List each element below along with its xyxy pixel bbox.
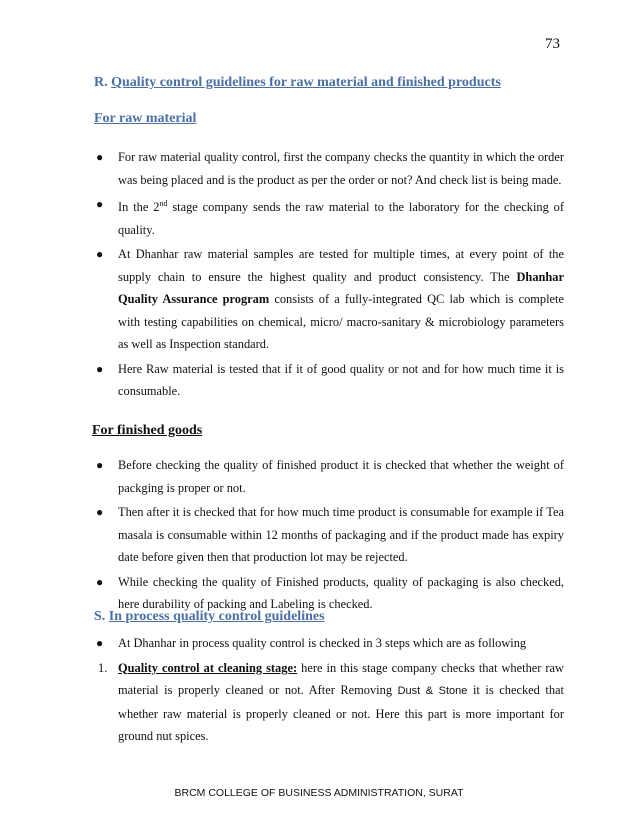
bullet-icon: ● <box>96 636 104 650</box>
raw-material-heading: For raw material <box>94 111 197 126</box>
ordinal-suffix: nd <box>159 199 168 208</box>
section-r-heading <box>94 75 501 91</box>
section-s-title: In process quality control guidelines <box>108 609 325 624</box>
step-number: 1. <box>98 660 108 675</box>
list-item-text: For raw material quality control, first the company checks the quantity in which the order was being placed and is the product as per the order or not? And check list is being made. <box>118 150 564 187</box>
bullet-icon: ● <box>96 458 104 472</box>
list-item <box>94 193 564 241</box>
list-item <box>94 146 564 191</box>
program-name: Dhanhar Quality Assurance program <box>118 269 564 307</box>
list-item-text-post: consists of a fully-integrated QC lab which is complete with testing capabilities on chemical, micro/ macro-sanitary & microbiology parameters as well as Inspection standard. <box>118 292 564 352</box>
bullet-icon: ● <box>96 197 104 211</box>
numbered-item <box>94 657 564 748</box>
list-item <box>94 243 564 356</box>
finished-goods-list <box>94 454 564 618</box>
list-item <box>94 632 564 655</box>
bullet-icon: ● <box>96 361 104 376</box>
list-item-text: Here Raw material is tested that if it of good quality or not and for how much time it is consumable. <box>118 361 564 399</box>
list-item <box>94 454 564 499</box>
finished-goods-heading: For finished goods <box>92 423 203 438</box>
page-footer: BRCM COLLEGE OF BUSINESS ADMINISTRATION, SURAT <box>174 787 464 799</box>
list-item <box>94 501 564 569</box>
bullet-icon: ● <box>96 150 104 164</box>
step-label: Quality control at cleaning stage: <box>118 660 298 675</box>
section-r-letter: R. <box>94 75 108 90</box>
step-text-b: it is checked that whether raw material is properly cleaned or not. Here this part is more important for ground nut spices. <box>118 683 564 743</box>
list-item-text: While checking the quality of Finished products, quality of packaging is also checked, here durability of packing and Labeling is checked. <box>118 574 564 611</box>
bullet-icon: ● <box>96 247 104 262</box>
list-item <box>94 358 564 403</box>
list-item-text-pre: In the 2 <box>118 200 160 215</box>
list-item-text: At Dhanhar in process quality control is checked in 3 steps which are as following <box>118 636 527 650</box>
bullet-icon: ● <box>96 574 104 589</box>
raw-material-list <box>94 146 564 405</box>
list-item-text-pre: At Dhanhar raw material samples are tested for multiple times, at every point of the supply chain to ensure the highest quality and product consistency. The <box>118 247 564 284</box>
section-s-letter: S. <box>94 609 106 624</box>
list-item-text: Before checking the quality of finished product it is checked that whether the weight of packging is proper or not. <box>118 458 564 495</box>
in-process-list <box>94 632 564 750</box>
section-s-heading <box>94 609 325 625</box>
list-item-text: Then after it is checked that for how much time product is consumable for example if Tea masala is consumable within 12 months of packaging and if the product made has expiry date before given then that production lot may be rejected. <box>118 505 564 564</box>
page-number: 73 <box>545 36 560 52</box>
list-item-text-post: stage company sends the raw material to the laboratory for the checking of quality. <box>118 200 564 237</box>
bullet-icon: ● <box>96 505 104 519</box>
step-text-small: Dust & Stone <box>397 685 468 697</box>
section-r-title: Quality control guidelines for raw material and finished products <box>111 75 501 90</box>
step-text-a: here in this stage company checks that whether raw material is properly cleaned or not. After Removing <box>118 660 565 697</box>
